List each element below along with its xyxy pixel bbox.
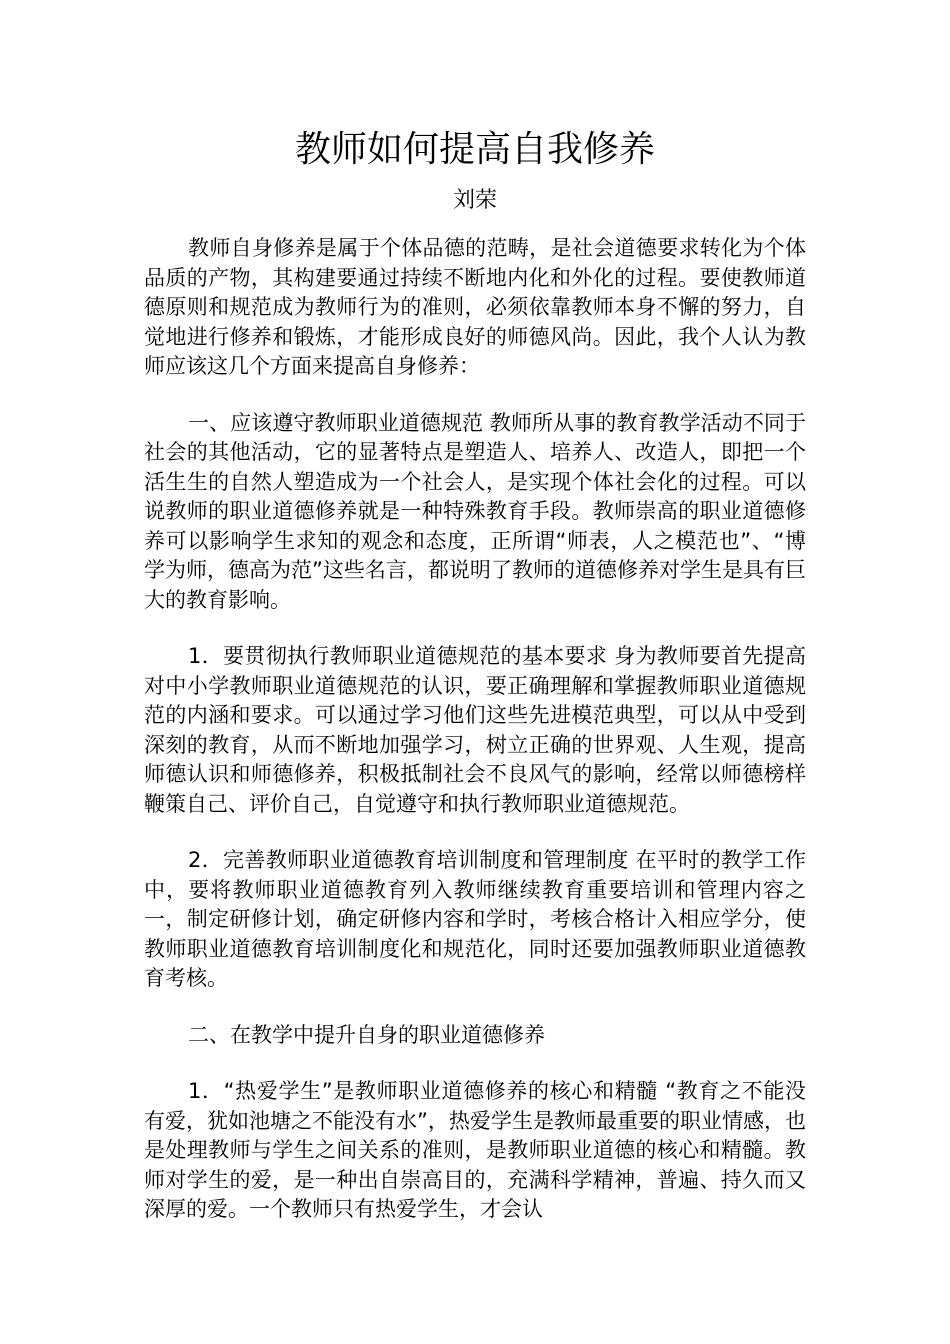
document-page — [144, 0, 806, 1344]
document-author: 刘荣 — [452, 188, 497, 213]
paragraph-intro: 教师自身修养是属于个体品德的范畴，是社会道德要求转化为个体品质的产物，其构建要通过持续不断地内化和外化的过程。要使教师道德原则和规范成为教师行为的准则，必须依靠教师本身不懈的努力，自觉地进行修养和锻炼，才能形成良好的师德风尚。因此，我个人认为教师应该这几个方面来提高自身修养： — [144, 236, 806, 378]
paragraph-section-1: 一、应该遵守教师职业道德规范 教师所从事的教育教学活动不同于社会的其他活动，它的显著特点是塑造人、培养人、改造人，即把一个活生生的自然人塑造成为一个社会人，是实现个体社会化的过程。可以说教师的职业道德修养就是一种特殊教育手段。教师崇高的职业道德修养可以影响学生求知的观念和态度，正所谓“师表，人之模范也”、“博学为师，德高为范”这些名言，都说明了教师的道德修养对学生是具有巨大的教育影响。 — [144, 410, 806, 612]
document-title: 教师如何提高自我修养 — [294, 129, 655, 170]
paragraph-section-1-item-2: 2．完善教师职业道德教育培训制度和管理制度 在平时的教学工作中，要将教师职业道德教育列入教师继续教育重要培训和管理内容之一，制定研修计划，确定研修内容和学时，考核合格计入相应学分，使教师职业道德教育培训制度化和规范化，同时还要加强教师职业道德教育考核。 — [144, 848, 806, 990]
paragraph-section-2-item-1: 1．“热爱学生”是教师职业道德修养的核心和精髓 “教育之不能没有爱，犹如池塘之不能没有水”，热爱学生是教师最重要的职业情感，也是处理教师与学生之间关系的准则，是教师职业道德的核心和精髓。教师对学生的爱，是一种出自崇高目的，充满科学精神，普遍、持久而又深厚的爱。一个教师只有热爱学生，才会认 — [144, 1079, 806, 1221]
paragraph-section-1-item-1: 1．要贯彻执行教师职业道德规范的基本要求 身为教师要首先提高对中小学教师职业道德规范的认识，要正确理解和掌握教师职业道德规范的内涵和要求。可以通过学习他们这些先进模范典型，可以从中受到深刻的教育，从而不断地加强学习，树立正确的世界观、人生观，提高师德认识和师德修养，积极抵制社会不良风气的影响，经常以师德榜样鞭策自己、评价自己，自觉遵守和执行教师职业道德规范。 — [144, 644, 806, 816]
paragraph-section-2-heading: 二、在教学中提升自身的职业道德修养 — [188, 1022, 545, 1047]
document-body — [144, 234, 806, 1252]
